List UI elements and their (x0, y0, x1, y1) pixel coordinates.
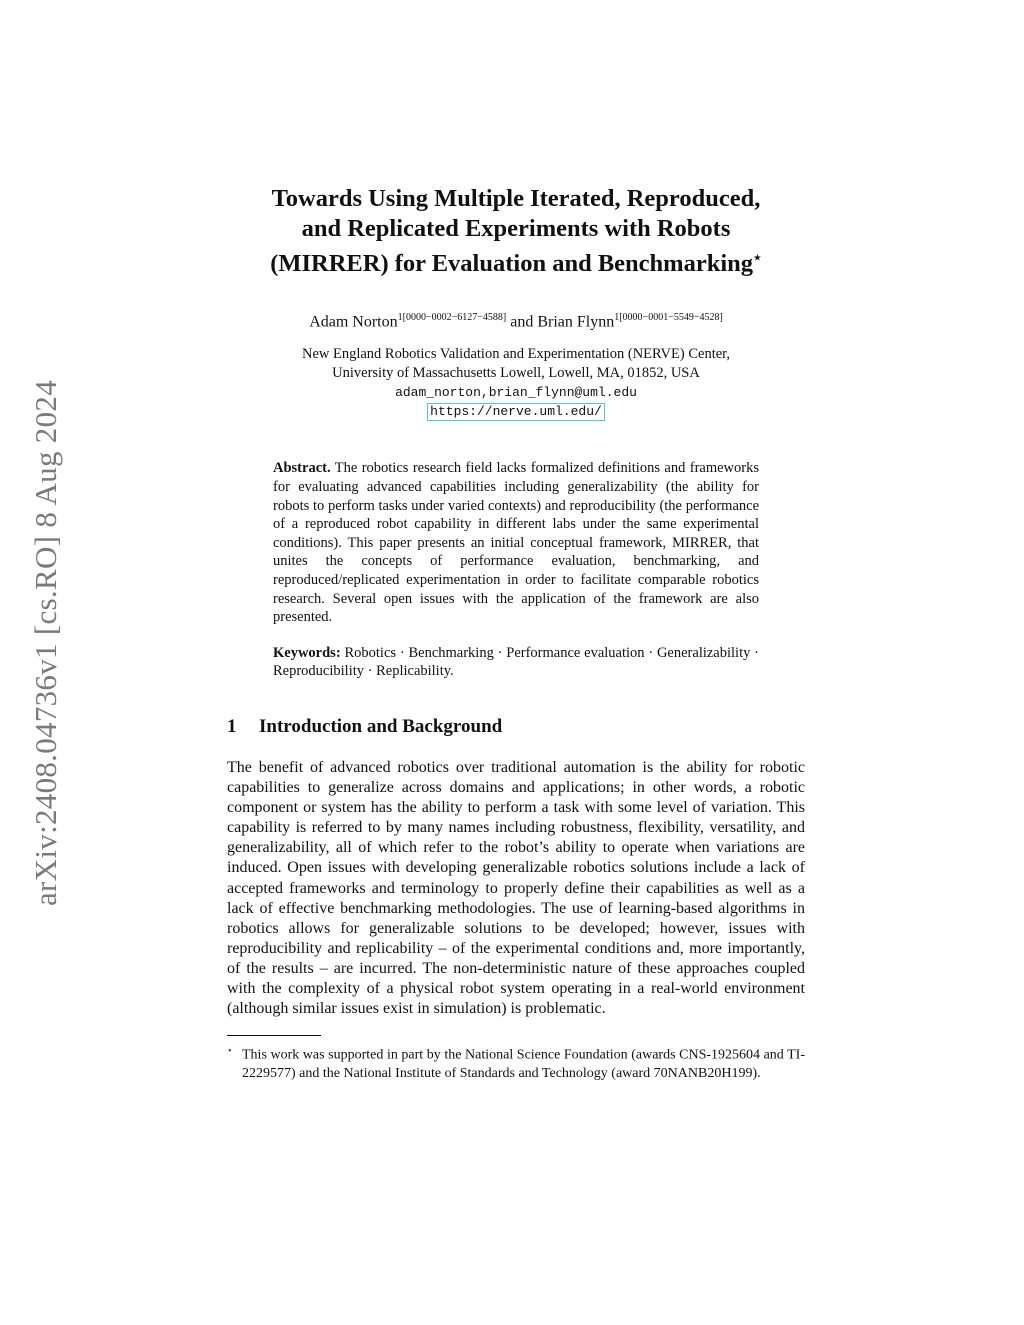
paper-title (227, 184, 805, 279)
footnote-text: This work was supported in part by the National Science Foundation (awards CNS-1925604 and TI-2229577) and the National Institute of Standards and Technology (award 70NANB20H199). (242, 1047, 805, 1082)
author-list (227, 307, 805, 333)
center-url-link[interactable]: https://nerve.uml.edu/ (427, 403, 605, 421)
section-title-text: Introduction and Background (259, 716, 503, 738)
title-line-3: (MIRRER) for Evaluation and Benchmarking (270, 250, 754, 278)
keywords-text: Robotics · Benchmarking · Performance evaluation · Generalizability · Reproducibility · Replicability. (273, 644, 759, 680)
author-2-orcid: 1[0000−0001−5549−4528] (614, 312, 723, 324)
footnote-divider (227, 1035, 321, 1036)
arxiv-identifier-stamp (26, 355, 66, 930)
author-1-orcid: 1[0000−0002−6127−4588] (397, 312, 507, 324)
keywords-label: Keywords: (273, 644, 341, 661)
keywords (273, 644, 759, 681)
affiliation-block (227, 345, 805, 421)
author-1-name: Adam Norton (309, 313, 398, 331)
abstract-label: Abstract. (273, 460, 331, 477)
paper-page (227, 184, 805, 1084)
title-line-1: Towards Using Multiple Iterated, Reproduced, (271, 185, 761, 212)
abstract-text: The robotics research field lacks formalized definitions and frameworks for evaluating advanced capabilities including generalizability (the ability for robots to perform tasks under varied contexts) and reproducibility (the performance of a reproduced robot capability in different labs under the same experimental conditions). This paper presents an initial conceptual framework, MIRRER, that unites the concepts of performance evaluation, benchmarking, and reproduced/replicated experimentation in order to facilitate comparable robotics research. Several open issues with the application of the framework are also presented. (273, 460, 759, 626)
affiliation-line-2: University of Massachusetts Lowell, Lowell, MA, 01852, USA (332, 365, 700, 382)
abstract (273, 459, 759, 626)
section-number: 1 (227, 716, 237, 738)
intro-paragraph: The benefit of advanced robotics over traditional automation is the ability for robotic capabilities to generalize across domains and applications; in other words, a robotic component or system has the ability to perform a task with some level of variation. This capability is referred to by many names including robustness, flexibility, versatility, and generalizability, all of which refer to the robot’s ability to operate when variations are induced. Open issues with developing generalizable robotics solutions include a lack of accepted frameworks and terminology to properly define their capabilities as well as a lack of effective benchmarking methodologies. The use of learning-based algorithms in robotics allows for generalizable solutions to be developed; however, issues with reproducibility and replicability – of the experimental conditions and, more importantly, of the results – are incurred. The non-deterministic nature of these approaches coupled with the complexity of a physical robot system operating in a real-world environment (although similar issues exist in simulation) is problematic. (227, 759, 805, 1018)
title-footnote-mark: ⋆ (753, 251, 762, 266)
affiliation-line-1: New England Robotics Validation and Experimentation (NERVE) Center, (301, 346, 731, 363)
author-conjunction: and (506, 313, 538, 331)
footnote (227, 1041, 805, 1084)
author-2-name: Brian Flynn (537, 313, 615, 331)
footnote-mark: ⋆ (227, 1045, 233, 1056)
arxiv-identifier-text: arXiv:2408.04736v1 [cs.RO] 8 Aug 2024 (28, 379, 64, 906)
title-line-2: and Replicated Experiments with Robots (301, 215, 731, 242)
section-heading (227, 715, 805, 739)
author-emails: adam_norton,brian_flynn@uml.edu (395, 385, 637, 401)
